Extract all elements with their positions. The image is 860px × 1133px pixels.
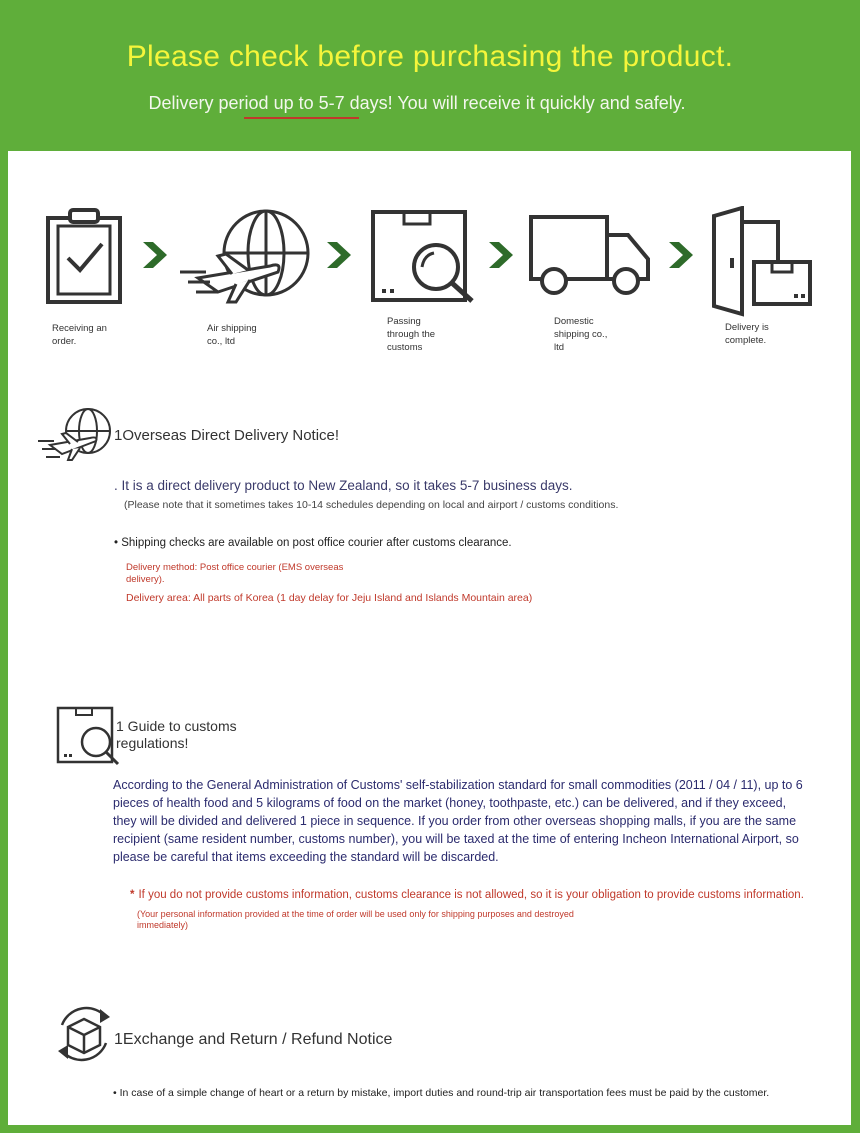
overseas-shipping-check: • Shipping checks are available on post office courier after customs clearance. bbox=[114, 537, 512, 549]
content-card bbox=[8, 151, 851, 1125]
clipboard-check-icon bbox=[44, 206, 126, 306]
arrow-right-icon bbox=[665, 240, 695, 270]
step-label-domestic: Domestic shipping co., ltd bbox=[554, 316, 608, 353]
step-label-air-shipping: Air shipping co., ltd bbox=[207, 323, 257, 347]
exchange-return-note: • In case of a simple change of heart or a return by mistake, import duties and round-trip air transportation fees must be paid by the customer. bbox=[113, 1087, 770, 1099]
overseas-delay-note: (Please note that it sometimes takes 10-14 schedules depending on local and airport / customs conditions. bbox=[124, 499, 619, 511]
customs-title-line1: 1 Guide to customs bbox=[116, 718, 237, 734]
customs-title-line2: regulations! bbox=[116, 735, 189, 751]
warning-asterisk: * bbox=[130, 889, 135, 901]
overseas-section-title: 1Overseas Direct Delivery Notice! bbox=[114, 427, 340, 444]
airplane-globe-icon bbox=[178, 206, 313, 306]
return-box-icon bbox=[54, 1003, 114, 1065]
customs-section-title bbox=[116, 718, 237, 752]
airplane-globe-icon bbox=[38, 407, 114, 463]
customs-warning bbox=[130, 889, 830, 901]
step-label-receiving: Receiving an order. bbox=[52, 323, 107, 347]
overseas-delivery-line: . It is a direct delivery product to New Zealand, so it takes 5-7 business days. bbox=[114, 478, 573, 493]
customs-regulation-paragraph: According to the General Administration of Customs' self-stabilization standard for small commodities (2011 / 04 / 11), up to 6 pieces of health food and 5 kilograms of food on the market (honey, toothpaste, etc.) can be delivered, and if they exceed, they will be divided and delivered 1 piece in sequence. If you order from other overseas shopping malls, if you are the same recipient (same resident number, customs number), you will be taxed at the time of entering Incheon International Airport, so please be careful that items exceeding the standard will be discarded. bbox=[113, 778, 803, 864]
door-box-icon bbox=[710, 206, 812, 321]
exchange-section-title: 1Exchange and Return / Refund Notice bbox=[114, 1031, 393, 1048]
overseas-delivery-method: Delivery method: Post office courier (EMS overseas delivery). bbox=[126, 562, 344, 585]
box-search-icon bbox=[56, 706, 120, 766]
step-label-complete: Delivery is complete. bbox=[725, 322, 769, 346]
customs-warning-text: If you do not provide customs information, customs clearance is not allowed, so it is your obligation to provide customs information. bbox=[138, 889, 804, 901]
arrow-right-icon bbox=[485, 240, 515, 270]
arrow-right-icon bbox=[139, 240, 169, 270]
page-subtitle: Delivery period up to 5-7 days! You will receive it quickly and safely. bbox=[148, 93, 686, 113]
page-title: Please check before purchasing the product. bbox=[126, 40, 734, 73]
box-search-icon bbox=[370, 209, 476, 304]
header-banner bbox=[0, 0, 860, 150]
arrow-right-icon bbox=[323, 240, 353, 270]
step-label-customs: Passing through the customs bbox=[387, 316, 436, 353]
underline-highlight bbox=[244, 117, 359, 119]
personal-info-note: (Your personal information provided at the time of order will be used only for shipping purposes and destroyed immediately) bbox=[137, 909, 574, 930]
truck-icon bbox=[528, 213, 653, 298]
overseas-delivery-area: Delivery area: All parts of Korea (1 day delay for Jeju Island and Islands Mountain area) bbox=[126, 592, 533, 604]
